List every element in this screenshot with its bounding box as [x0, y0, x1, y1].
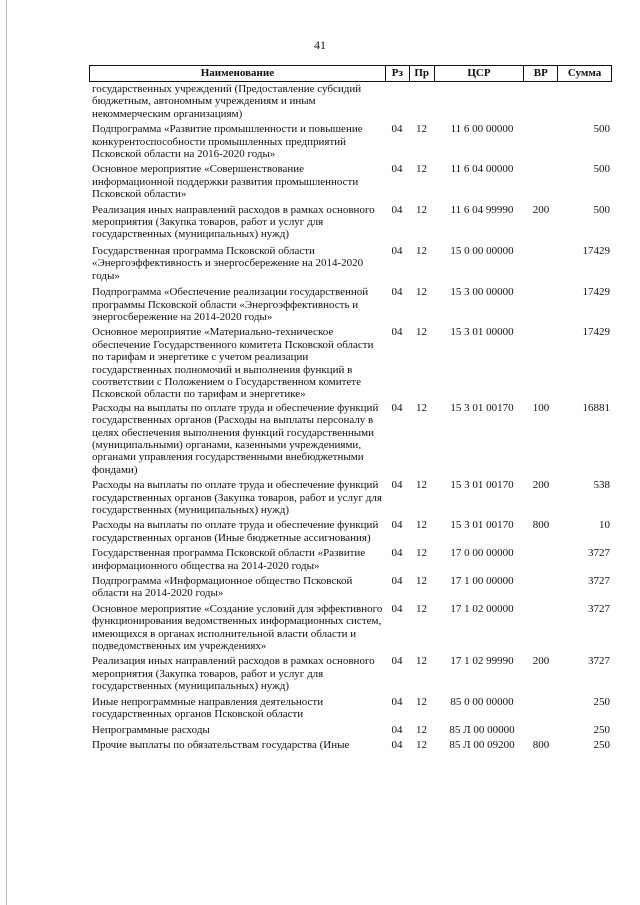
row-sum: 3727: [588, 602, 610, 615]
row-pr: 12: [416, 738, 427, 751]
row-pr: 12: [416, 723, 427, 736]
row-csr: 15 3 01 00170: [450, 519, 514, 532]
row-pr: 12: [416, 286, 427, 299]
row-name: Прочие выплаты по обязательствам государства (Иные: [92, 738, 350, 751]
row-name: Иные непрограммные направления деятельности государственных органов Псковской области: [92, 695, 324, 721]
row-vr: [524, 83, 558, 120]
row-pr: 12: [416, 326, 427, 339]
row-sum: 10: [599, 519, 610, 532]
row-sum: 250: [593, 738, 610, 751]
table-row: [89, 326, 612, 400]
row-sum: 16881: [582, 401, 610, 414]
row-csr: 11 6 04 99990: [450, 203, 514, 216]
row-csr: 15 3 00 00000: [450, 286, 514, 299]
row-vr: 200: [532, 479, 550, 492]
row-rz: 04: [391, 575, 403, 588]
table-row: [89, 245, 612, 282]
header-pr: Пр: [409, 66, 434, 81]
row-csr: 15 3 01 00000: [450, 326, 514, 339]
row-pr: 12: [416, 575, 427, 588]
row-name: Непрограммные расходы: [92, 723, 210, 736]
row-sum: 538: [593, 479, 610, 492]
row-sum: 17429: [582, 286, 610, 299]
table-row: [89, 575, 612, 600]
row-rz: 04: [391, 695, 403, 708]
row-name: Основное мероприятие «Материально-техническое обеспечение Государственного комитета Псковской области по тарифам и энергетике с учетом реализации государственных полномочий и выполнения функций в соответствии с Положением о Государственном комитете Псковской области по тарифам и энергетике»: [92, 326, 374, 401]
row-rz: [385, 83, 409, 120]
table-row: [89, 83, 612, 120]
row-vr: [524, 603, 558, 653]
row-csr: [434, 83, 524, 120]
table-header: [89, 65, 612, 82]
table-row: [89, 547, 612, 572]
row-vr: [524, 245, 558, 282]
row-name: Государственная программа Псковской области «Энергоэффективность и энергосбережение на 2014-2020 годы»: [92, 244, 364, 282]
row-sum: 500: [593, 163, 610, 176]
row-sum: 250: [593, 723, 610, 736]
row-vr: [524, 326, 558, 400]
row-rz: 04: [391, 655, 403, 668]
row-rz: 04: [391, 723, 403, 736]
row-csr: 17 1 02 99990: [450, 655, 514, 668]
table-row: [89, 286, 612, 323]
table-row: [89, 163, 612, 200]
row-rz: 04: [391, 123, 403, 136]
row-vr: [524, 547, 558, 572]
row-csr: 15 3 01 00170: [450, 479, 514, 492]
table-row: [89, 739, 612, 751]
table-body: [89, 83, 612, 751]
row-vr: [524, 123, 558, 160]
row-vr: [524, 724, 558, 736]
header-name: Наименование: [200, 67, 275, 79]
table-row: [89, 696, 612, 721]
table-row: [89, 402, 612, 476]
row-sum: 500: [593, 203, 610, 216]
row-name: государственных учреждений (Предоставление субсидий бюджетным, автономным учреждениям и иным некоммерческим организациям): [92, 83, 362, 120]
row-name: Основное мероприятие «Совершенствование информационной поддержки развития промышленности Псковской области»: [92, 163, 359, 201]
row-rz: 04: [391, 163, 403, 176]
row-vr: 100: [532, 401, 550, 414]
row-name: Расходы на выплаты по оплате труда и обеспечение функций государственных органов (Иные бюджетные ассигнования): [92, 519, 379, 544]
row-rz: 04: [391, 401, 403, 414]
row-csr: 11 6 00 00000: [450, 123, 514, 136]
row-vr: [524, 163, 558, 200]
row-sum: 500: [593, 123, 610, 136]
row-vr: 800: [532, 519, 550, 532]
row-rz: 04: [391, 203, 403, 216]
row-name: Подпрограмма «Информационное общество Псковской области на 2014-2020 годы»: [92, 575, 353, 600]
row-pr: 12: [416, 244, 427, 257]
table-row: [89, 123, 612, 160]
row-csr: 17 1 00 00000: [450, 575, 514, 588]
header-vr: ВР: [523, 66, 557, 81]
row-vr: [524, 575, 558, 600]
table-row: [89, 519, 612, 544]
row-name: Расходы на выплаты по оплате труда и обеспечение функций государственных органов (Закупка товаров, работ и услуг для государственных (муниципальных) нужд): [92, 479, 382, 516]
budget-table: [89, 65, 612, 751]
row-pr: 12: [416, 123, 427, 136]
table-row: [89, 204, 612, 241]
row-pr: 12: [416, 163, 427, 176]
row-sum: 3727: [588, 655, 610, 668]
row-name: Подпрограмма «Обеспечение реализации государственной программы Псковской области «Энергоэффективность и энергосбережение на 2014-2020 годы»: [92, 286, 369, 323]
row-sum: 250: [593, 695, 610, 708]
row-sum: 17429: [582, 326, 610, 339]
scan-edge-line: [6, 0, 7, 905]
row-vr: 200: [532, 655, 550, 668]
row-name: Подпрограмма «Развитие промышленности и повышение конкурентоспособности промышленных предприятий Псковской области на 2016-2020 годы»: [92, 123, 363, 161]
row-pr: 12: [416, 479, 427, 492]
row-vr: 800: [532, 738, 550, 751]
row-csr: 85 Л 00 09200: [449, 738, 515, 751]
header-csr: ЦСР: [434, 66, 524, 81]
row-csr: 17 1 02 00000: [450, 602, 514, 615]
row-pr: 12: [416, 547, 427, 560]
row-csr: 85 0 00 00000: [450, 695, 514, 708]
row-pr: 12: [416, 655, 427, 668]
row-pr: 12: [416, 401, 427, 414]
row-sum: [558, 83, 612, 120]
table-row: [89, 603, 612, 653]
row-csr: 15 3 01 00170: [450, 401, 514, 414]
row-name: Реализация иных направлений расходов в рамках основного мероприятия (Закупка товаров, работ и услуг для государственных (муниципальных) нужд): [92, 655, 375, 693]
row-sum: 3727: [588, 575, 610, 588]
row-csr: 17 0 00 00000: [450, 547, 514, 560]
header-rz: Рз: [385, 66, 409, 81]
row-rz: 04: [391, 547, 403, 560]
row-name: Государственная программа Псковской области «Развитие информационного общества на 2014-2020 годы»: [92, 547, 366, 572]
row-pr: 12: [416, 203, 427, 216]
row-rz: 04: [391, 286, 403, 299]
row-vr: [524, 286, 558, 323]
row-pr: 12: [416, 602, 427, 615]
row-rz: 04: [391, 479, 403, 492]
row-csr: 11 6 04 00000: [450, 163, 514, 176]
row-name: Основное мероприятие «Создание условий для эффективного функционирования ведомственных информационных систем, имеющихся в органах исполнительной власти области и подведомственных им учреждениях»: [92, 602, 383, 653]
row-rz: 04: [391, 602, 403, 615]
header-sum: Сумма: [557, 66, 611, 81]
row-csr: 85 Л 00 00000: [449, 723, 515, 736]
table-row: [89, 655, 612, 692]
row-rz: 04: [391, 738, 403, 751]
row-pr: 12: [416, 519, 427, 532]
row-pr: 12: [416, 695, 427, 708]
page-number: 41: [314, 38, 326, 52]
row-rz: 04: [391, 519, 403, 532]
row-csr: 15 0 00 00000: [450, 244, 514, 257]
table-row: [89, 724, 612, 736]
row-vr: 200: [532, 203, 550, 216]
row-sum: 17429: [582, 244, 610, 257]
table-row: [89, 479, 612, 516]
row-vr: [524, 696, 558, 721]
row-pr: [409, 83, 434, 120]
row-rz: 04: [391, 244, 403, 257]
row-name: Реализация иных направлений расходов в рамках основного мероприятия (Закупка товаров, работ и услуг для государственных (муниципальных) нужд): [92, 203, 375, 241]
row-rz: 04: [391, 326, 403, 339]
row-name: Расходы на выплаты по оплате труда и обеспечение функций государственных органов (Расходы на выплаты персоналу в целях обеспечения выполнения функций государственными (муниципальными) органами, казенными учреждениями, органами управления государственными внебюджетными фондами): [92, 401, 379, 476]
row-sum: 3727: [588, 547, 610, 560]
